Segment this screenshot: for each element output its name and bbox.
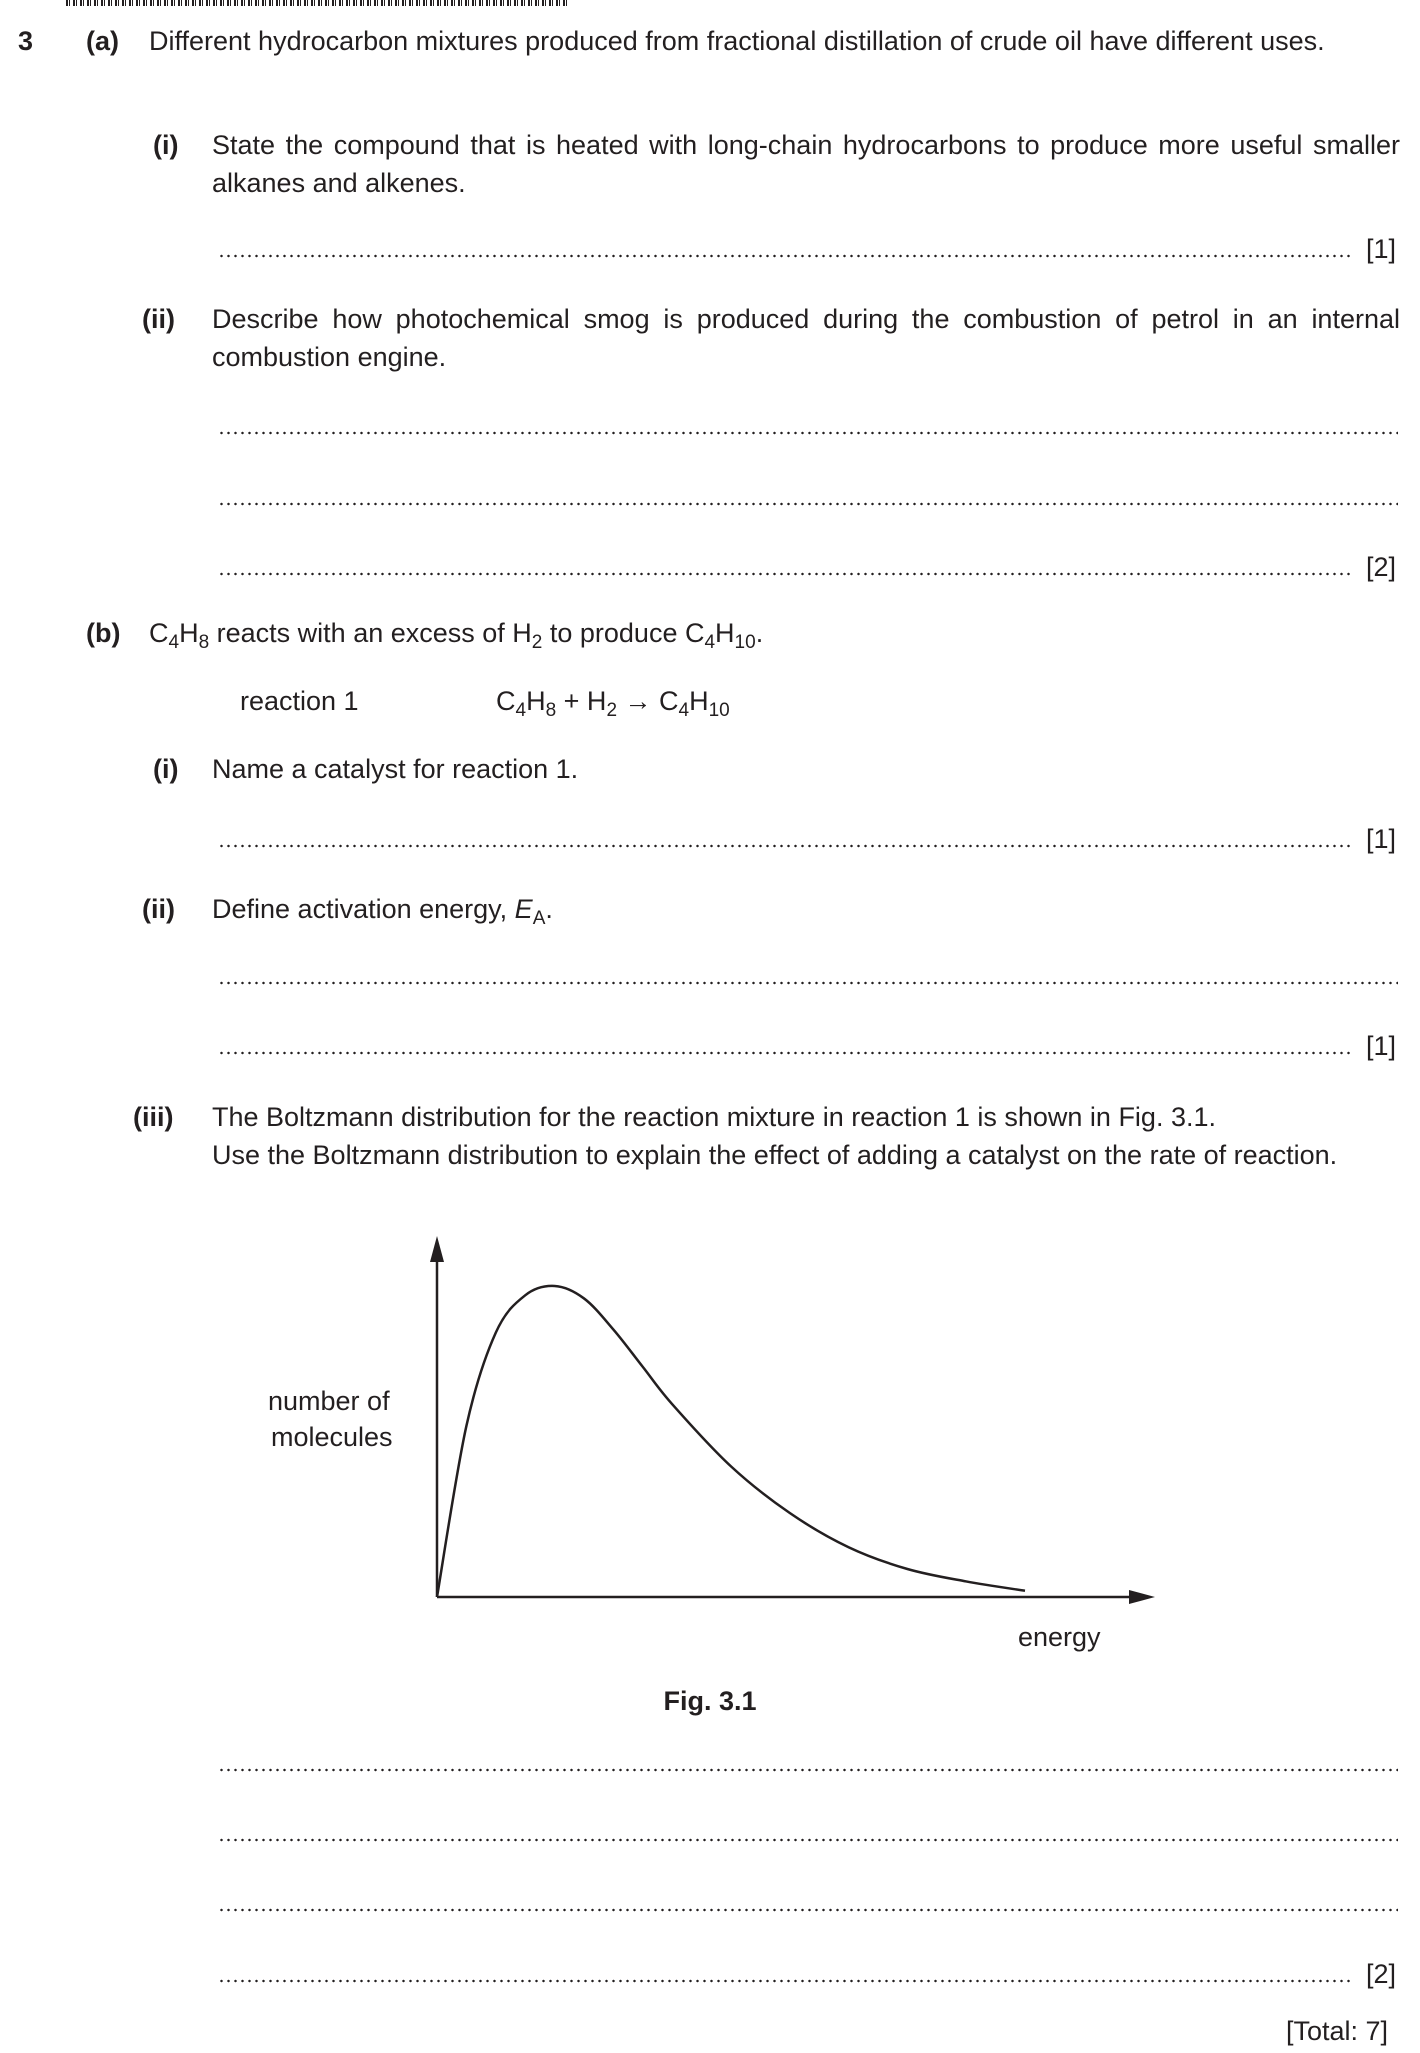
part-a-ii-label: (ii)	[142, 304, 175, 334]
part-b-iii-line1: The Boltzmann distribution for the reaction mixture in reaction 1 is shown in Fig. 3.1.	[212, 1102, 1216, 1132]
part-b-i-text: Name a catalyst for reaction 1.	[212, 754, 579, 784]
part-a-ii-text: Describe how photochemical smog is produced during the combustion of petrol in an internal combustion engine.	[212, 304, 1400, 372]
part-b-i-label: (i)	[153, 754, 179, 784]
marks-b-iii: [2]	[1366, 1959, 1397, 1989]
answer-line-b-iii-2	[218, 1838, 1398, 1842]
y-axis-label-line2: molecules	[271, 1422, 393, 1452]
part-b-iii-line2: Use the Boltzmann distribution to explain the effect of adding a catalyst on the rate of reaction.	[212, 1140, 1338, 1170]
marks-b-i: [1]	[1366, 824, 1397, 854]
part-a-stem: Different hydrocarbon mixtures produced from fractional distillation of crude oil have different uses.	[149, 26, 1325, 56]
question-number: 3	[18, 26, 34, 56]
part-a-label: (a)	[86, 26, 119, 56]
marks-a-ii: [2]	[1366, 552, 1397, 582]
reaction-equation: $C_4H_8 + H_2 \to C_4H_{10}$	[496, 686, 730, 721]
part-b-stem: $C_4H_8$ reacts with an excess of $H_2$ to produce $C_4H_{10}$.	[149, 618, 764, 653]
part-b-ii-text: Define activation energy, $E_A$.	[212, 894, 553, 929]
part-b-label: (b)	[86, 618, 121, 648]
marks-a-i: [1]	[1366, 234, 1397, 264]
part-b-ii-label: (ii)	[142, 894, 175, 924]
part-b-iii-label: (iii)	[133, 1102, 174, 1132]
x-axis-label: energy	[1018, 1622, 1101, 1652]
distribution-curve	[437, 1286, 1025, 1597]
reaction-label: reaction 1	[240, 686, 359, 716]
x-axis-arrowhead	[1129, 1590, 1155, 1604]
answer-line-b-iii-3	[218, 1908, 1398, 1912]
total-marks: [Total: 7]	[1286, 2016, 1389, 2046]
y-axis-arrowhead	[430, 1236, 444, 1262]
y-axis-label-line1: number of	[268, 1386, 390, 1416]
part-a-i-label: (i)	[153, 130, 179, 160]
marks-b-ii: [1]	[1366, 1031, 1397, 1061]
part-a-i-text: State the compound that is heated with long-chain hydrocarbons to produce more useful smaller alkanes and alkenes.	[212, 130, 1400, 198]
answer-line-b-iii-4	[218, 1979, 1353, 1983]
figure-caption: Fig. 3.1	[663, 1686, 757, 1716]
answer-line-b-iii-1	[218, 1768, 1398, 1772]
